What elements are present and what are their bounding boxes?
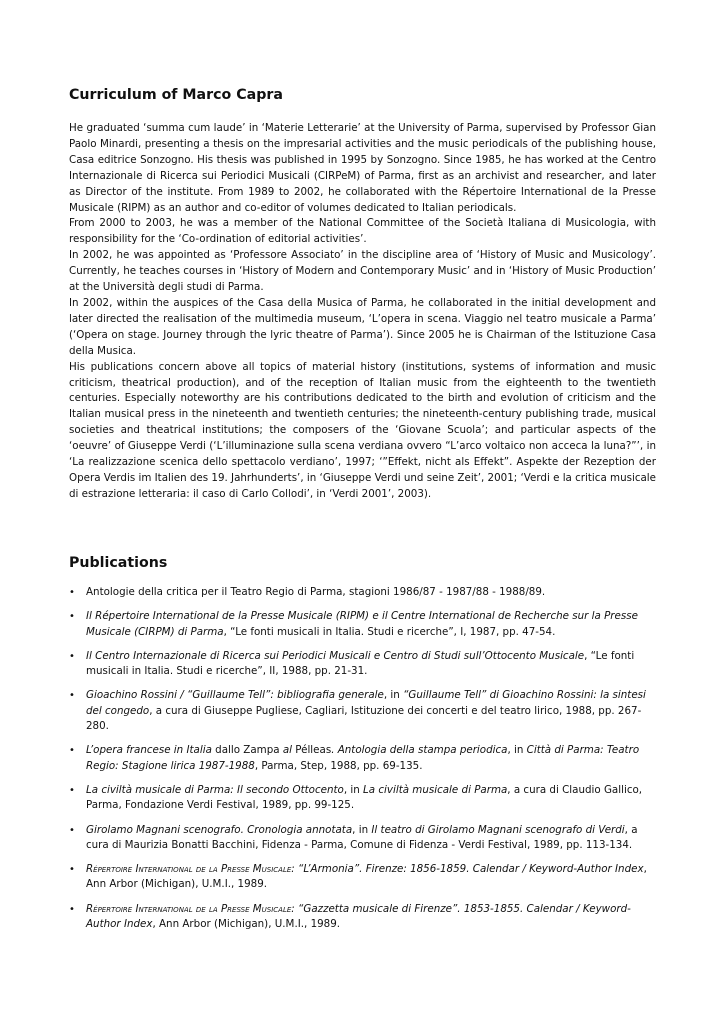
publication-text: , a cura di Claudio Gallico, Parma, Fondazione Verdi Festival, 1989, pp. 99-125. [86, 783, 643, 812]
bullet-icon: • [69, 745, 75, 757]
publication-text: dallo Zampa [211, 744, 283, 757]
publication-text: , a cura di Giuseppe Pugliese, Cagliari, Istituzione dei concerti e del teatro lirico, 1988, pp. 267-280. [86, 704, 642, 733]
publication-title: La civiltà musicale di Parma: Il secondo Ottocento [86, 783, 344, 796]
publication-text: , Ann Arbor (Michigan), U.M.I., 1989. [152, 918, 341, 931]
publication-title: : “L’Armonia”. Firenze: 1856-1859. Calendar / Keyword-Author Index [291, 863, 644, 876]
bio-paragraph: From 2000 to 2003, he was a member of the National Committee of the Società Italiana di Musicologia, with responsibility for the ‘Co-ordination of editorial activities’. [69, 217, 656, 246]
bio-paragraph: He graduated ‘summa cum laude’ in ‘Materie Letterarie’ at the University of Parma, supervised by Professor Gian Paolo Minardi, presenting a thesis on the impresarial activities and the music periodicals of the publishing house, Casa editrice Sonzogno. His thesis was published in 1995 by Sonzogno. Since 1985, he has worked at the Centro Internazionale di Ricerca sui Periodici Musicali (CIRPeM) of Parma, first as an archivist and researcher, and later as Director of the institute. From 1989 to 2002, he collaborated with the Répertoire International de la Presse Musicale (RIPM) as an author and co-editor of volumes dedicated to Italian periodicals. [69, 122, 656, 214]
publication-title: . Antologia della stampa periodica [331, 744, 508, 757]
bullet-icon: • [69, 903, 75, 915]
publication-title: Il Répertoire International de la Presse Musicale (RIPM) e il Centre International de Recherche sur la Presse Musicale (CIRPM) di Parma [86, 610, 638, 638]
publication-title: L’opera francese in Italia [86, 744, 212, 757]
publication-text: , in [352, 823, 372, 836]
bullet-icon: • [69, 587, 75, 598]
publication-source: La civiltà musicale di Parma [363, 783, 508, 796]
publication-text: , in [507, 744, 527, 757]
page-title: Curriculum of Marco Capra [69, 87, 283, 103]
publication-text: , “Le fonti musicali in Italia. Studi e ricerche”, I, 1987, pp. 47-54. [223, 625, 556, 638]
publication-text: , “Le fonti musicali in Italia. Studi e ricerche”, II, 1988, pp. 21-31. [86, 649, 635, 678]
publication-item [0, 862, 724, 893]
publication-series: Répertoire International de la Presse Musicale [86, 902, 292, 915]
publication-item [0, 823, 724, 854]
publication-item [0, 902, 724, 933]
publication-title: al [282, 744, 292, 757]
publication-text: Pélleas [292, 744, 332, 757]
publication-text: , a cura di Maurizia Bonatti Bacchini, Fidenza - Parma, Comune di Fidenza - Verdi Festival, 1989, pp. 113-134. [86, 823, 638, 851]
publication-title: : “Gazzetta musicale di Firenze”. 1853-1855. Calendar / Keyword-Author Index [86, 902, 631, 931]
bullet-icon: • [69, 824, 75, 836]
publication-item [0, 783, 724, 814]
publication-text: , in [383, 689, 404, 702]
publication-source: “Guillaume Tell” di Gioachino Rossini: la sintesi del congedo [86, 689, 646, 717]
bullet-icon: • [69, 864, 75, 876]
publication-item [0, 649, 724, 680]
publication-source: Città di Parma: Teatro Regio: Stagione lirica 1987-1988 [86, 744, 640, 772]
bullet-icon: • [69, 690, 75, 702]
publication-item [0, 688, 724, 734]
publications-heading: Publications [69, 555, 168, 571]
publication-source: Il teatro di Girolamo Magnani scenografo di Verdi [371, 823, 625, 836]
publication-text: , Parma, Step, 1988, pp. 69-135. [254, 759, 423, 772]
publication-item [0, 609, 724, 640]
biography [69, 121, 656, 503]
publication-title: Girolamo Magnani scenografo. Cronologia annotata [86, 823, 353, 836]
publication-title: Gioachino Rossini / “Guillaume Tell”: bibliografia generale [86, 689, 384, 702]
publication-item [0, 585, 724, 600]
publication-text: , Ann Arbor (Michigan), U.M.I., 1989. [86, 863, 647, 891]
bullet-icon: • [69, 611, 75, 623]
publication-item [0, 743, 724, 774]
bio-paragraph: In 2002, within the auspices of the Casa della Musica of Parma, he collaborated in the initial development and later directed the realisation of the multimedia museum, ‘L’opera in scena. Viaggio nel teatro musicale a Parma’ (‘Opera on stage. Journey through the lyric theatre of Parma’). Since 2005 he is Chairman of the Istituzione Casa della Musica. [69, 296, 656, 357]
bio-paragraph: In 2002, he was appointed as ‘Professore Associato’ in the discipline area of ‘History of Music and Musicology’. Currently, he teaches courses in ‘History of Modern and Contemporary Music’ and in ‘History of Music Production’ at the Università degli studi di Parma. [69, 249, 656, 294]
publications-list [0, 585, 724, 941]
publication-title: Il Centro Internazionale di Ricerca sui Periodici Musicali e Centro di Studi sull’Ottocento Musicale [86, 649, 585, 662]
publication-text: Antologie della critica per il Teatro Regio di Parma, stagioni 1986/87 - 1987/88 - 1988/89. [86, 586, 546, 598]
bio-paragraph: His publications concern above all topics of material history (institutions, systems of information and music criticism, theatrical production), and of the reception of Italian music from the eighteenth to the twentieth centuries. Especially noteworthy are his contributions dedicated to the birth and evolution of criticism and the Italian musical press in the nineteenth and twentieth centuries; the nineteenth-century publishing trade, musical societies and theatrical institutions; the composers of the ‘Giovane Scuola’; and particular aspects of the ‘oeuvre’ of Giuseppe Verdi (‘L’illuminazione sulla scena verdiana ovvero “L’arco voltaico non acceca la luna?”’, in ‘La realizzazione scenica dello spettacolo verdiano’, 1997; ‘”Effekt, nicht als Effekt”. Aspekte der Rezeption der Opera Verdis im Italien des 19. Jahrhunderts’, in ‘Giuseppe Verdi und seine Zeit’, 2001; ‘Verdi e la critica musicale di estrazione letteraria: il caso di Carlo Collodi’, in ‘Verdi 2001’, 2003). [69, 360, 656, 500]
publication-text: , in [343, 783, 364, 796]
bullet-icon: • [69, 784, 75, 796]
publication-series: Répertoire International de la Presse Musicale [86, 863, 292, 876]
bullet-icon: • [69, 650, 75, 662]
